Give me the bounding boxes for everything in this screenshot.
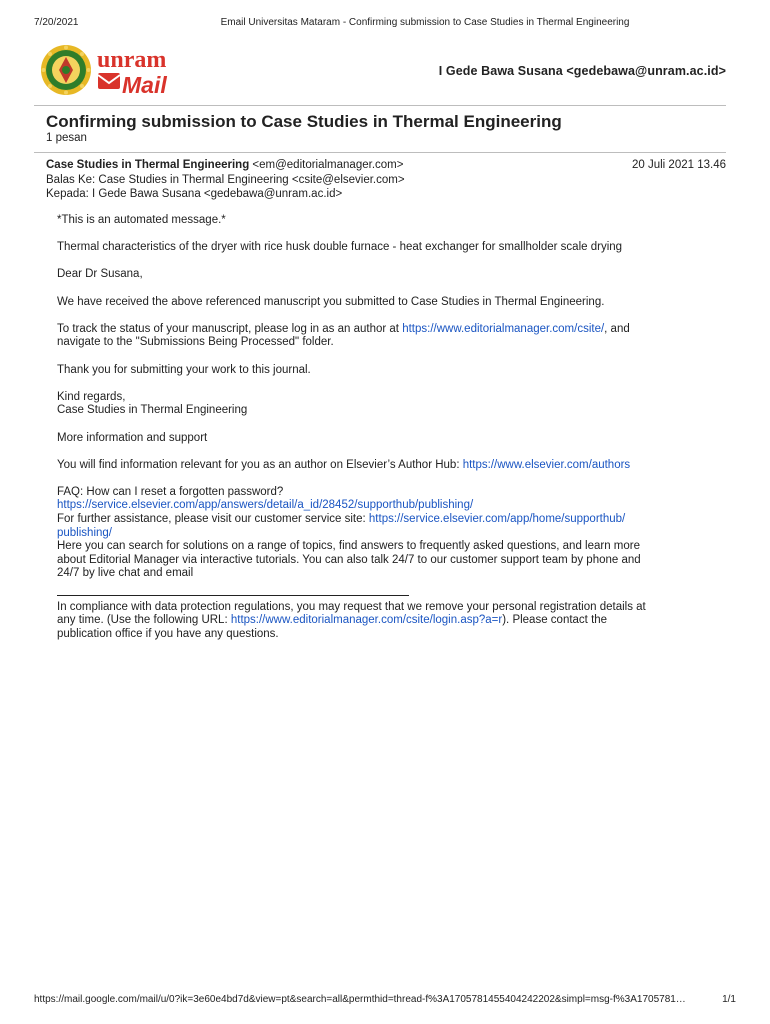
message-body bbox=[57, 214, 717, 641]
university-seal-icon bbox=[41, 45, 91, 95]
author-hub-link[interactable]: https://www.elsevier.com/authors bbox=[462, 458, 631, 471]
logo-word-bottom: Mail bbox=[122, 72, 167, 98]
unram-mail-logo bbox=[40, 42, 180, 100]
assistance-text: For further assistance, please visit our customer service site: bbox=[57, 513, 369, 526]
closing bbox=[57, 391, 717, 418]
support-hub-link[interactable]: https://service.elsevier.com/app/home/supporthub/ bbox=[368, 513, 626, 526]
author-hub-text: You will find information relevant for you as an author on Elsevier’s Author Hub: bbox=[57, 458, 463, 471]
more-info-heading: More information and support bbox=[57, 431, 208, 444]
logo-word-top: unram bbox=[97, 47, 167, 73]
received-notice: We have received the above referenced manuscript you submitted to Case Studies in Thermal Engineering. bbox=[57, 295, 605, 308]
track-text: To track the status of your manuscript, please log in as an author at bbox=[57, 322, 403, 335]
search-text-2: about Editorial Manager via interactive tutorials. You can also talk 24/7 to our customer support team by phone and bbox=[57, 553, 641, 566]
sender-name: Case Studies in Thermal Engineering bbox=[46, 159, 250, 171]
author-hub-paragraph bbox=[57, 459, 717, 473]
regards: Kind regards, bbox=[57, 390, 126, 403]
faq-question: FAQ: How can I reset a forgotten password? bbox=[57, 485, 284, 498]
signature-divider bbox=[57, 595, 409, 596]
faq-link[interactable]: https://service.elsevier.com/app/answers/detail/a_id/28452/supporthub/publishing/ bbox=[57, 499, 474, 512]
print-header bbox=[0, 17, 770, 31]
track-text-end: , and bbox=[604, 322, 630, 335]
compliance-text-1: In compliance with data protection regulations, you may request that we remove your personal registration details at bbox=[57, 600, 646, 613]
manuscript-title: Thermal characteristics of the dryer with rice husk double furnace - heat exchanger for smallholder scale drying bbox=[57, 241, 623, 254]
print-date: 7/20/2021 bbox=[34, 17, 79, 28]
message-date: 20 Juli 2021 13.46 bbox=[632, 159, 726, 171]
reply-to-line: Balas Ke: Case Studies in Thermal Engineering <csite@elsevier.com> bbox=[46, 173, 405, 186]
thanks: Thank you for submitting your work to this journal. bbox=[57, 363, 311, 376]
automated-note: *This is an automated message.* bbox=[57, 214, 226, 226]
greeting: Dear Dr Susana, bbox=[57, 268, 143, 281]
message-meta bbox=[46, 158, 726, 202]
from-line bbox=[46, 158, 726, 173]
compliance-text-2-end: ). Please contact the bbox=[502, 614, 608, 627]
message-subject: Confirming submission to Case Studies in Thermal Engineering bbox=[46, 112, 562, 131]
track-paragraph bbox=[57, 323, 717, 350]
page-number: 1/1 bbox=[722, 994, 736, 1005]
editorial-manager-link[interactable]: https://www.editorialmanager.com/csite/ bbox=[402, 322, 605, 335]
support-paragraph bbox=[57, 486, 717, 581]
track-text-line2: navigate to the "Submissions Being Processed" folder. bbox=[57, 336, 334, 349]
compliance-text-3: publication office if you have any questions. bbox=[57, 627, 279, 640]
footer-url: https://mail.google.com/mail/u/0?ik=3e60e4bd7d&view=pt&search=all&permthid=thread-f%3A1705781455404242202&simpl=msg-f%3A1705781… bbox=[34, 994, 686, 1005]
support-hub-link-cont[interactable]: publishing/ bbox=[57, 526, 112, 539]
message-count: 1 pesan bbox=[46, 132, 87, 144]
to-line: Kepada: I Gede Bawa Susana <gedebawa@unram.ac.id> bbox=[46, 188, 343, 200]
print-title: Email Universitas Mataram - Confirming submission to Case Studies in Thermal Engineering bbox=[220, 17, 630, 28]
subject-divider bbox=[34, 152, 726, 153]
compliance-text-2: any time. (Use the following URL: bbox=[57, 614, 231, 627]
search-text-1: Here you can search for solutions on a range of topics, find answers to frequently asked questions, and learn more bbox=[57, 540, 640, 553]
search-text-3: 24/7 by live chat and email bbox=[57, 567, 194, 580]
account-user: I Gede Bawa Susana <gedebawa@unram.ac.id> bbox=[438, 64, 726, 78]
header-divider bbox=[34, 105, 726, 106]
compliance-paragraph bbox=[57, 595, 717, 642]
removal-request-link[interactable]: https://www.editorialmanager.com/csite/login.asp?a=r bbox=[230, 614, 503, 627]
mail-envelope-icon bbox=[98, 73, 120, 89]
signature: Case Studies in Thermal Engineering bbox=[57, 404, 248, 417]
sender-address: <em@editorialmanager.com> bbox=[252, 159, 404, 171]
